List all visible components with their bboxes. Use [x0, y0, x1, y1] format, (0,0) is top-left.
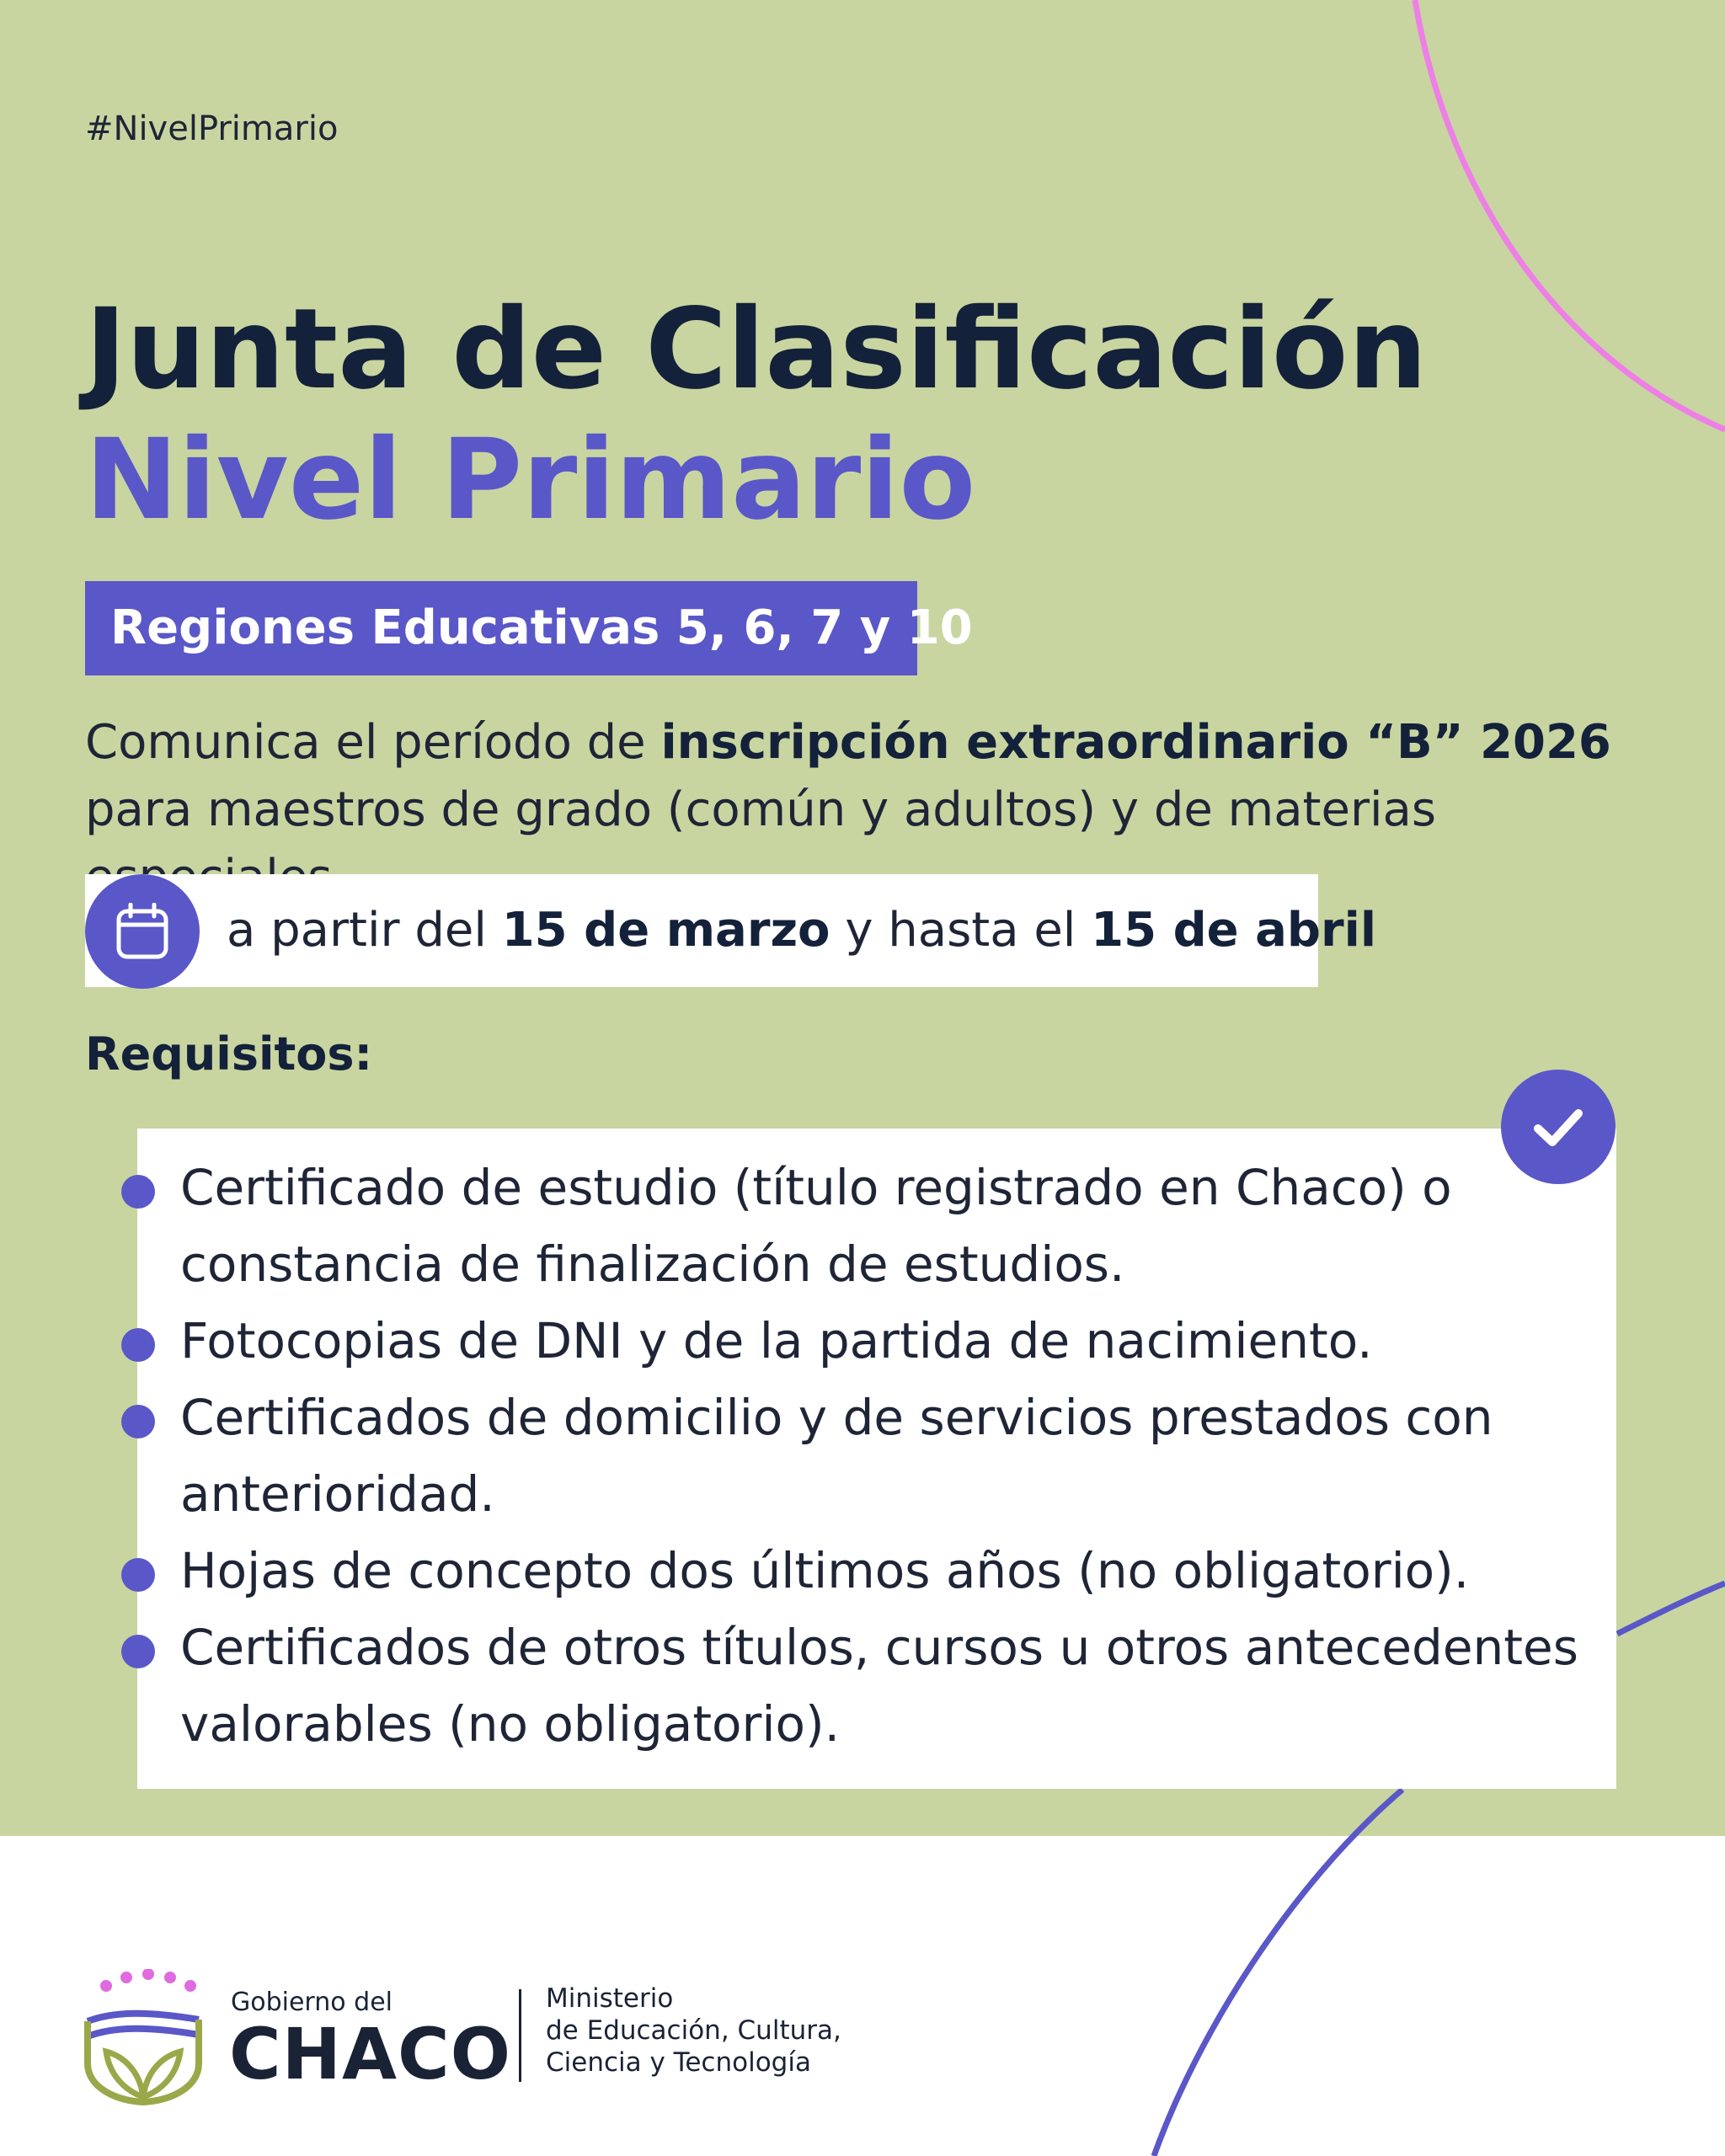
- date-prefix: a partir del: [227, 903, 502, 958]
- purple-arc-right: [1617, 1583, 1725, 1634]
- list-item: [118, 1533, 1617, 1609]
- region-badge: Regiones Educativas 5, 6, 7 y 10: [85, 581, 917, 675]
- list-item: [118, 1303, 1617, 1380]
- list-item-text: Certificados de otros títulos, cursos u otros antecedentes valorables (no obligatorio).: [180, 1619, 1578, 1753]
- ministerio-text: [546, 1983, 841, 2079]
- bullet-icon: [121, 1328, 155, 1362]
- list-item-text: Certificado de estudio (título registrado en Chaco) o constancia de finalización de estudios.: [180, 1159, 1452, 1293]
- list-item-text: Hojas de concepto dos últimos años (no obligatorio).: [180, 1542, 1470, 1599]
- description-highlight: inscripción extraordinario “B” 2026: [660, 715, 1611, 770]
- ministerio-line: de Educación, Cultura,: [546, 2015, 841, 2046]
- logo-dots-icon: [99, 1969, 200, 1994]
- date-start: 15 de marzo: [501, 903, 830, 958]
- requisitos-heading: Requisitos:: [85, 1027, 373, 1081]
- bullet-icon: [121, 1635, 155, 1668]
- pink-arc: [1415, 0, 1725, 430]
- description-text-end: para maestros de grado (común y adultos) y de materias: [85, 782, 1437, 837]
- government-logo: [81, 1962, 906, 2114]
- list-item: [118, 1150, 1617, 1303]
- logo-divider: [519, 1989, 521, 2082]
- page-title: Junta de Clasificación: [85, 285, 1428, 414]
- list-item-text: Fotocopias de DNI y de la partida de nacimiento.: [180, 1312, 1373, 1369]
- requisitos-list: [118, 1150, 1617, 1763]
- bullet-icon: [121, 1175, 155, 1209]
- chaco-emblem-icon: [81, 1996, 207, 2105]
- ministerio-line: Ministerio: [546, 1983, 674, 2014]
- bullet-icon: [121, 1558, 155, 1592]
- list-item-text: Certificados de domicilio y de servicios prestados con anterioridad.: [180, 1389, 1493, 1523]
- bullet-icon: [121, 1405, 155, 1438]
- hashtag: #NivelPrimario: [85, 109, 339, 148]
- date-middle: y hasta el: [830, 903, 1092, 958]
- purple-arc-bottom: [1154, 1790, 1402, 2156]
- date-bar: [85, 874, 1377, 987]
- date-range: [227, 874, 1376, 987]
- description-text: Comunica el período de: [85, 715, 661, 770]
- date-end: 15 de abril: [1091, 903, 1377, 958]
- page-subtitle: Nivel Primario: [85, 415, 976, 545]
- logo-gobierno-text: Gobierno del: [231, 1988, 393, 2017]
- list-item: [118, 1380, 1617, 1533]
- logo-chaco-text: CHACO: [229, 2013, 512, 2095]
- calendar-icon: [85, 874, 200, 989]
- list-item: [118, 1609, 1617, 1763]
- ministerio-line: Ciencia y Tecnología: [546, 2047, 811, 2078]
